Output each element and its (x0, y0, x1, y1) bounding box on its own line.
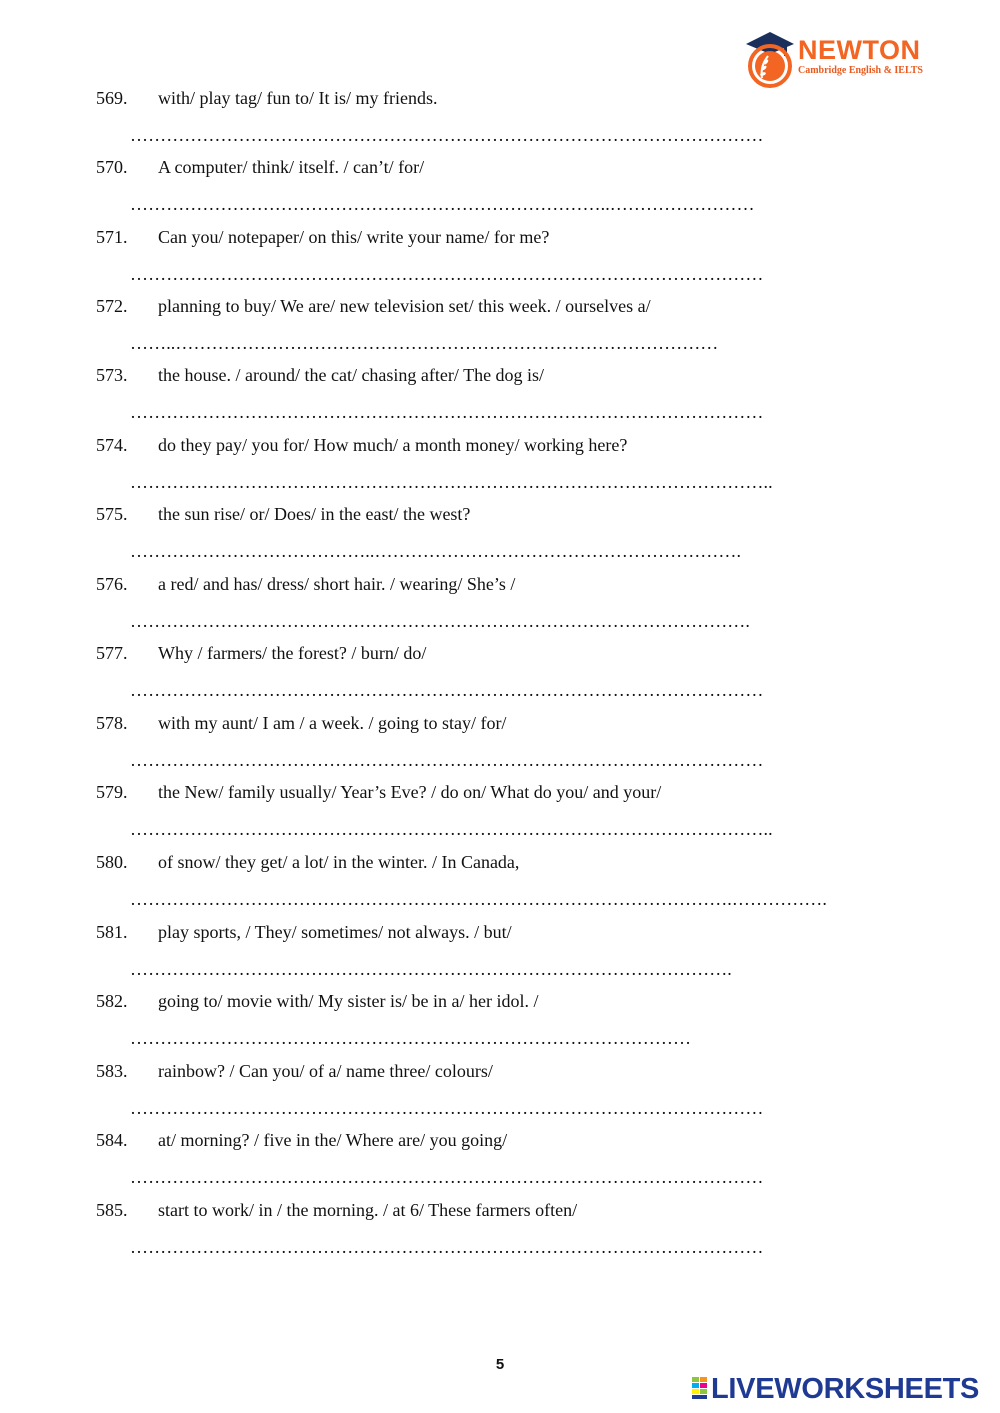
answer-line[interactable]: ……………………………………………………………………..…………………… (130, 194, 755, 214)
answer-line[interactable]: …………………………………………………………………………………………. (130, 611, 750, 631)
exercise-prompt: Why / farmers/ the forest? / burn/ do/ (158, 643, 427, 663)
answer-line[interactable]: …………………………………………………………………………………………… (130, 1167, 764, 1187)
logo-name: NEWTON (798, 35, 921, 65)
exercise-number: 584. (96, 1130, 128, 1150)
exercise-item (0, 851, 1000, 921)
exercise-item (0, 642, 1000, 712)
answer-line[interactable]: …………………………………………………………………………………………… (130, 1098, 764, 1118)
answer-line[interactable]: ……..……………………………………………………………………………… (130, 333, 719, 353)
answer-line[interactable]: …………………………………………………………………………………………….. (130, 819, 773, 839)
logo-subtitle: Cambridge English & IELTS (798, 65, 923, 76)
exercise-prompt: Can you/ notepaper/ on this/ write your name/ for me? (158, 227, 550, 247)
exercise-number: 570. (96, 157, 128, 177)
exercise-prompt: with my aunt/ I am / a week. / going to stay/ for/ (158, 713, 507, 733)
exercise-item (0, 990, 1000, 1060)
exercise-number: 577. (96, 643, 128, 663)
exercise-item (0, 503, 1000, 573)
answer-line[interactable]: …………………………………..……………………………………………………. (130, 541, 742, 561)
exercise-prompt: with/ play tag/ fun to/ It is/ my friends. (158, 88, 438, 108)
exercise-prompt: the sun rise/ or/ Does/ in the east/ the west? (158, 504, 471, 524)
exercise-prompt: A computer/ think/ itself. / can’t/ for/ (158, 157, 425, 177)
answer-line[interactable]: …………………………………………………………………………………………….. (130, 472, 773, 492)
exercise-item (0, 1060, 1000, 1130)
exercise-item (0, 295, 1000, 365)
exercise-item (0, 712, 1000, 782)
liveworksheets-badge-icon (692, 1377, 708, 1399)
exercise-prompt: at/ morning? / five in the/ Where are/ you going/ (158, 1130, 508, 1150)
exercise-prompt: play sports, / They/ sometimes/ not always. / but/ (158, 922, 512, 942)
exercise-item (0, 1199, 1000, 1269)
exercise-item (0, 226, 1000, 296)
exercise-number: 574. (96, 435, 128, 455)
answer-line[interactable]: …………………………………………………………………………………………… (130, 125, 764, 145)
exercise-prompt: rainbow? / Can you/ of a/ name three/ colours/ (158, 1061, 493, 1081)
exercise-item (0, 1129, 1000, 1199)
newton-emblem-icon (740, 24, 798, 88)
answer-line[interactable]: ……………………………………………………………………………………….……………. (130, 889, 827, 909)
page-number: 5 (495, 1356, 505, 1373)
newton-logo (740, 24, 940, 88)
exercise-item (0, 87, 1000, 157)
answer-line[interactable]: …………………………………………………………………………………………… (130, 402, 764, 422)
liveworksheets-brand: LIVEWORKSHEETS (711, 1373, 980, 1405)
answer-line[interactable]: …………………………………………………………………………………………… (130, 750, 764, 770)
answer-line[interactable]: …………………………………………………………………………………………… (130, 264, 764, 284)
exercise-prompt: start to work/ in / the morning. / at 6/ These farmers often/ (158, 1200, 578, 1220)
exercise-prompt: a red/ and has/ dress/ short hair. / wearing/ She’s / (158, 574, 516, 594)
exercise-number: 578. (96, 713, 128, 733)
exercise-prompt: do they pay/ you for/ How much/ a month money/ working here? (158, 435, 628, 455)
exercise-number: 573. (96, 365, 128, 385)
exercise-item (0, 573, 1000, 643)
exercise-item (0, 921, 1000, 991)
answer-line[interactable]: ………………………………………………………………………………… (130, 1028, 692, 1048)
logo-text (798, 36, 923, 77)
exercise-number: 580. (96, 852, 128, 872)
exercise-prompt: planning to buy/ We are/ new television set/ this week. / ourselves a/ (158, 296, 651, 316)
answer-line[interactable]: ………………………………………………………………………………………. (130, 959, 732, 979)
exercise-prompt: the New/ family usually/ Year’s Eve? / do on/ What do you/ and your/ (158, 782, 662, 802)
exercise-prompt: going to/ movie with/ My sister is/ be in a/ her idol. / (158, 991, 539, 1011)
exercise-item (0, 364, 1000, 434)
exercise-number: 581. (96, 922, 128, 942)
answer-line[interactable]: …………………………………………………………………………………………… (130, 1237, 764, 1257)
exercise-number: 571. (96, 227, 128, 247)
exercise-number: 572. (96, 296, 128, 316)
exercise-number: 585. (96, 1200, 128, 1220)
exercise-number: 576. (96, 574, 128, 594)
exercise-number: 579. (96, 782, 128, 802)
exercise-prompt: of snow/ they get/ a lot/ in the winter. / In Canada, (158, 852, 520, 872)
exercise-number: 583. (96, 1061, 128, 1081)
exercise-number: 569. (96, 88, 128, 108)
answer-line[interactable]: …………………………………………………………………………………………… (130, 680, 764, 700)
exercise-item (0, 156, 1000, 226)
exercise-item (0, 781, 1000, 851)
exercise-prompt: the house. / around/ the cat/ chasing after/ The dog is/ (158, 365, 545, 385)
liveworksheets-logo (690, 1372, 990, 1406)
exercise-number: 575. (96, 504, 128, 524)
exercise-item (0, 434, 1000, 504)
exercise-number: 582. (96, 991, 128, 1011)
